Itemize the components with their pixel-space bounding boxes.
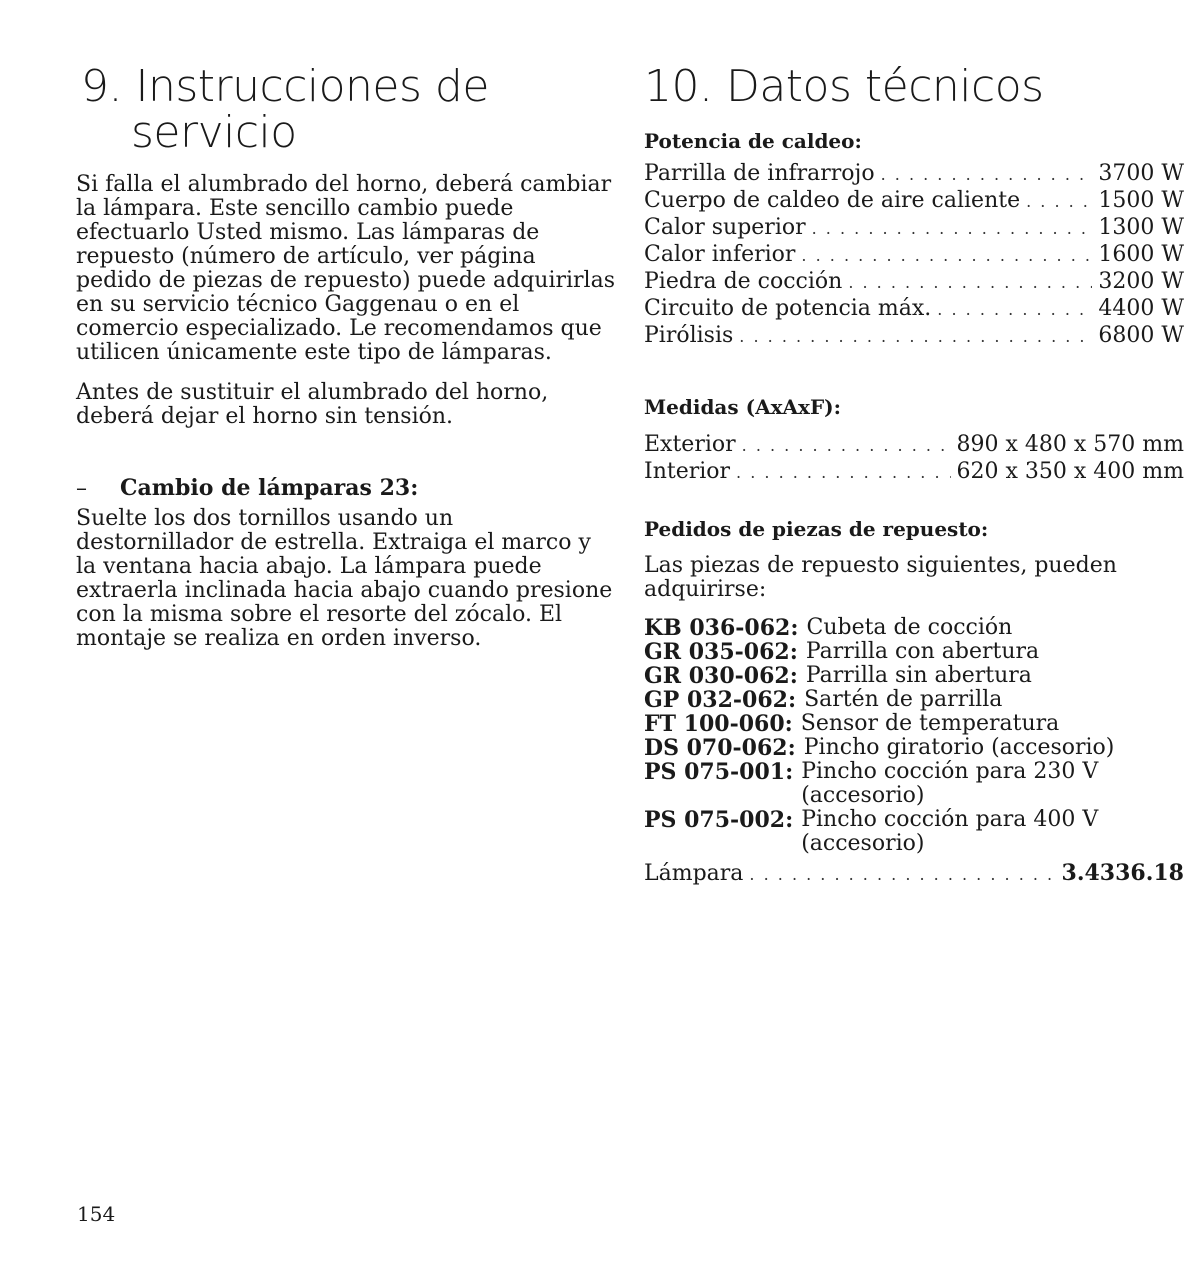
- lamp-failure-paragraph: Si falla el alumbrado del horno, deberá cambiar la lámpara. Este sencillo cambio puede efectuarlo Usted mismo. Las lámparas de repuesto (número de artículo, ver página pedido de piezas de repuesto) puede adquirirlas en su servicio técnico Gaggenau o en el comercio especializado. Le recomendamos que utilicen únicamente este tipo de lámparas.: [76, 172, 615, 365]
- part-description: Sensor de temperatura: [800, 711, 1060, 736]
- leader-dots: [749, 862, 1055, 888]
- spec-label: Piedra de cocción: [644, 269, 843, 294]
- dimensions-title: Medidas (AxAxF):: [644, 395, 842, 419]
- lamp-change-paragraph: Suelte los dos tornillos usando un destornillador de estrella. Extraiga el marco y la ventana hacia abajo. La lámpara puede extraerla inclinada hacia abajo cuando presione con la misma sobre el resorte del zócalo. El montaje se realiza en orden inverso.: [76, 506, 613, 651]
- spec-row: [644, 296, 1184, 323]
- part-code: KB 036-062:: [644, 615, 799, 641]
- spec-row: [644, 323, 1184, 350]
- spec-value: 1600 W: [1098, 242, 1184, 267]
- parts-title: Pedidos de piezas de repuesto:: [644, 517, 989, 541]
- part-description: Pincho cocción para 400 V (accesorio): [801, 807, 1099, 856]
- leader-dots: [881, 162, 1093, 188]
- spec-label: Parrilla de infrarrojo: [644, 161, 875, 186]
- leader-dots: [848, 270, 1092, 296]
- lamp-label: Lámpara: [644, 861, 744, 886]
- spec-value: 4400 W: [1098, 296, 1184, 321]
- spec-row: [644, 242, 1184, 269]
- dimensions-list: [644, 432, 1186, 486]
- spec-label: Calor superior: [644, 215, 806, 240]
- part-item: [644, 688, 1186, 712]
- lamp-value: 3.4336.18: [1061, 860, 1184, 886]
- leader-dots: [937, 297, 1092, 323]
- spec-label: Circuito de potencia máx.: [644, 296, 932, 321]
- part-code: PS 075-002:: [644, 807, 794, 833]
- part-item: [644, 616, 1186, 640]
- spec-row: [644, 432, 1184, 459]
- part-code: FT 100-060:: [644, 711, 793, 737]
- spec-value: 3700 W: [1098, 161, 1184, 186]
- leader-dots: [812, 216, 1093, 242]
- part-code: PS 075-001:: [644, 759, 794, 785]
- heading-number: 9.: [81, 61, 122, 112]
- power-list: [644, 161, 1186, 350]
- spec-value: 6800 W: [1098, 323, 1184, 348]
- part-code: GP 032-062:: [644, 687, 797, 713]
- part-description: Parrilla sin abertura: [805, 663, 1032, 688]
- part-code: GR 030-062:: [644, 663, 798, 689]
- leader-dots: [801, 243, 1092, 269]
- power-title: Potencia de caldeo:: [644, 129, 862, 153]
- part-description: Pincho giratorio (accesorio): [803, 735, 1115, 760]
- part-item: [644, 808, 1186, 856]
- technical-data-section: [644, 61, 1186, 888]
- parts-intro: Las piezas de repuesto siguientes, pueden adquirirse:: [644, 553, 1117, 602]
- spec-value: 890 x 480 x 570 mm: [956, 432, 1184, 457]
- spec-row: [644, 215, 1184, 242]
- subheading-dash: –: [76, 476, 87, 501]
- part-item: [644, 712, 1186, 736]
- spec-value: 3200 W: [1098, 269, 1184, 294]
- parts-list: [644, 616, 1186, 856]
- part-item: [644, 640, 1186, 664]
- part-description: Pincho cocción para 230 V (accesorio): [801, 759, 1099, 808]
- spec-row: [644, 269, 1184, 296]
- spec-value: 1300 W: [1098, 215, 1184, 240]
- part-item: [644, 664, 1186, 688]
- part-code: DS 070-062:: [644, 735, 796, 761]
- spec-label: Calor inferior: [644, 242, 796, 267]
- spec-value: 620 x 350 x 400 mm: [956, 459, 1184, 484]
- instructions-section: [76, 61, 616, 651]
- spec-row: [644, 188, 1184, 215]
- spec-label: Interior: [644, 459, 731, 484]
- part-description: Cubeta de cocción: [806, 615, 1013, 640]
- section-heading-instructions: [81, 61, 621, 158]
- leader-dots: [736, 460, 950, 486]
- part-item: [644, 736, 1186, 760]
- spec-row: [644, 459, 1184, 486]
- spec-value: 1500 W: [1098, 188, 1184, 213]
- leader-dots: [1026, 189, 1092, 215]
- spec-label: Pirólisis: [644, 323, 734, 348]
- lamp-change-subheading: [76, 476, 616, 501]
- spec-row: [644, 161, 1184, 188]
- heading-line1: Instrucciones de: [135, 61, 489, 112]
- power-off-paragraph: Antes de sustituir el alumbrado del horno, deberá dejar el horno sin tensión.: [76, 380, 549, 429]
- leader-dots: [739, 324, 1092, 350]
- page-number: 154: [77, 1202, 116, 1226]
- subheading-text: Cambio de lámparas 23:: [120, 475, 419, 501]
- part-description: Sartén de parrilla: [804, 687, 1003, 712]
- lamp-row: [644, 860, 1184, 888]
- spec-label: Exterior: [644, 432, 736, 457]
- part-code: GR 035-062:: [644, 639, 798, 665]
- spec-label: Cuerpo de caldeo de aire caliente: [644, 188, 1021, 213]
- part-description: Parrilla con abertura: [805, 639, 1040, 664]
- leader-dots: [742, 433, 951, 459]
- heading-line2: servicio: [131, 107, 297, 158]
- part-item: [644, 760, 1186, 808]
- section-heading-technical: 10. Datos técnicos: [644, 61, 1044, 112]
